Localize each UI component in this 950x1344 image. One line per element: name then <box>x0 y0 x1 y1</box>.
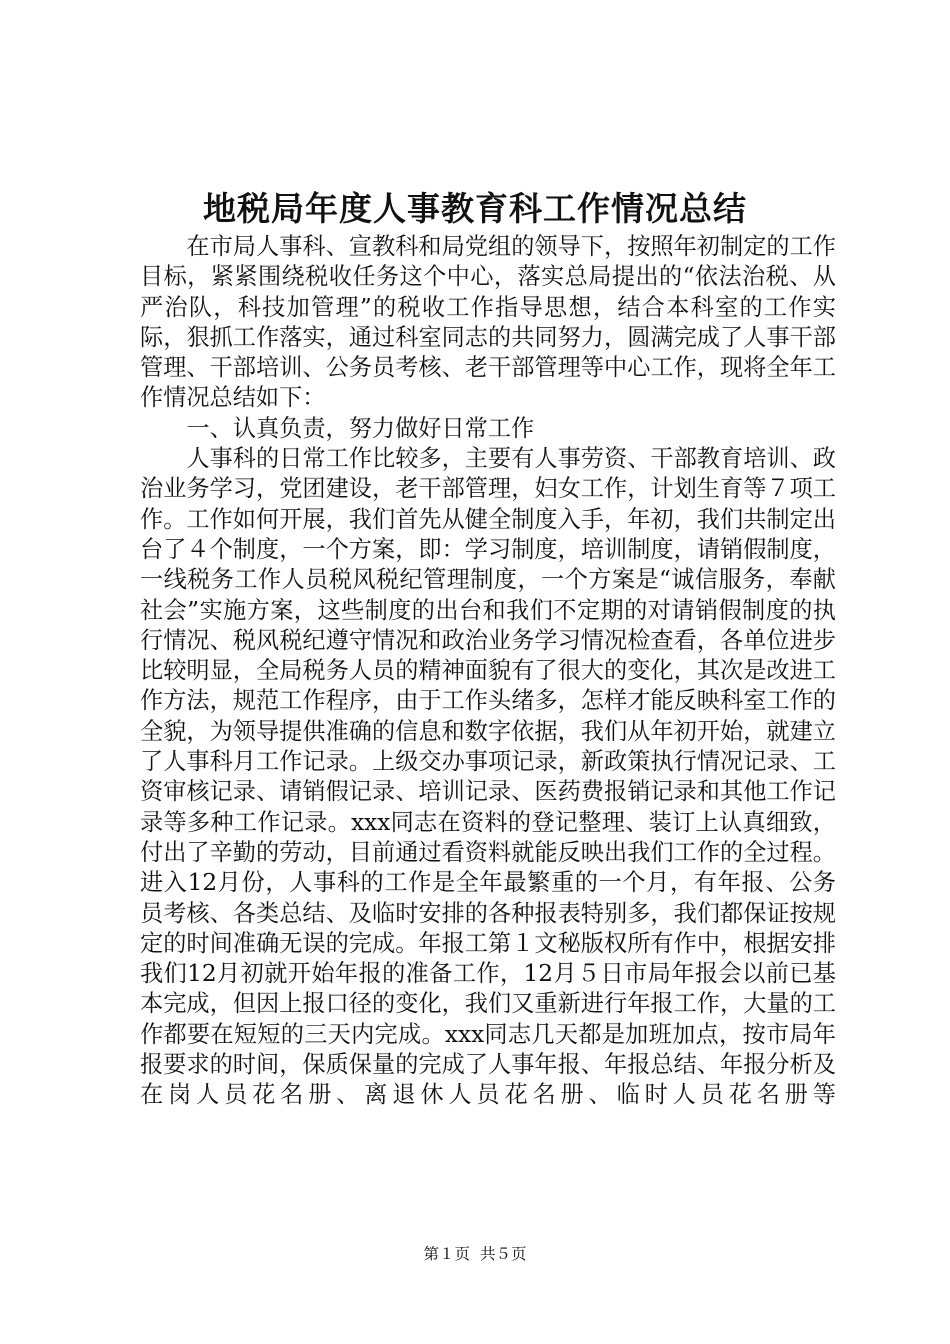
paragraph-daily-work: 人事科的日常工作比较多，主要有人事劳资、干部教育培训、政治业务学习，党团建设，老干部管理，妇女工作，计划生育等７项工作。工作如何开展，我们首先从健全制度入手，年初，我们共制定出台了４个制度，一个方案，即：学习制度，培训制度，请销假制度，一线税务工作人员税风税纪管理制度，一个方案是“诚信服务，奉献社会”实施方案，这些制度的出台和我们不定期的对请销假制度的执行情况、税风税纪遵守情况和政治业务学习情况检查看，各单位进步比较明显，全局税务人员的精神面貌有了很大的变化，其次是改进工作方法，规范工作程序，由于工作头绪多，怎样才能反映科室工作的全貌，为领导提供准确的信息和数字依据，我们从年初开始，就建立了人事科月工作记录。上级交办事项记录，新政策执行情况记录、工资审核记录、请销假记录、培训记录、医药费报销记录和其他工作记录等多种工作记录。xxx同志在资料的登记整理、装订上认真细致，付出了辛勤的劳动，目前通过看资料就能反映出我们工作的全过程。进入12月份，人事科的工作是全年最繁重的一个月，有年报、公务员考核、各类总结、及临时安排的各种报表特别多，我们都保证按规定的时间准确无误的完成。年报工第１文秘版权所有作中，根据安排我们12月初就开始年报的准备工作，12月５日市局年报会以前已基本完成，但因上报口径的变化，我们又重新进行年报工作，大量的工作都要在短短的三天内完成。xxx同志几天都是加班加点，按市局年报要求的时间，保质保量的完成了人事年报、年报总结、年报分析及在岗人员花名册、离退休人员花名册、临时人员花名册等 <box>140 445 836 1109</box>
section-heading: 一、认真负责，努力做好日常工作 <box>186 414 535 442</box>
page-footer <box>0 1243 950 1265</box>
page-total: 共５页 <box>480 1245 527 1263</box>
paragraph-intro: 在市局人事科、宣教科和局党组的领导下，按照年初制定的工作目标，紧紧围绕税收任务这个中心，落实总局提出的“依法治税、从严治队，科技加管理”的税收工作指导思想，结合本科室的工作实际，狠抓工作落实，通过科室同志的共同努力，圆满完成了人事干部管理、干部培训、公务员考核、老干部管理等中心工作，现将全年工作情况总结如下： <box>140 233 836 412</box>
document-title: 地税局年度人事教育科工作情况总结 <box>203 189 747 228</box>
document-body <box>140 232 836 1111</box>
page-number: 第１页 <box>423 1245 470 1263</box>
